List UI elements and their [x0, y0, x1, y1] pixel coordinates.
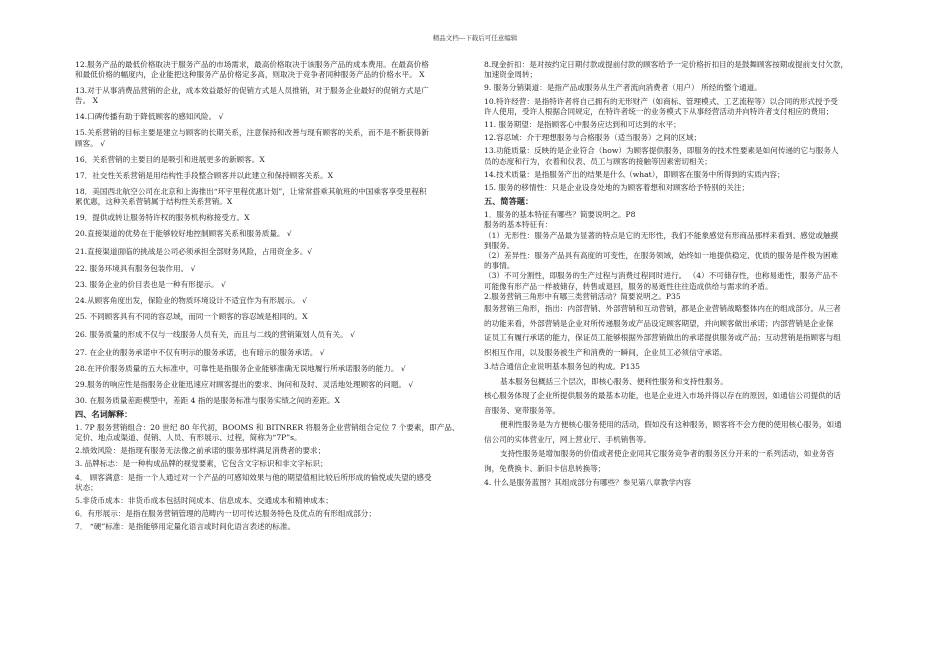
definitions-list: [75, 423, 471, 533]
item-line: 25. 不同顾客具有不同的容忍域，而同一个顾客的容忍域是相同的。X: [75, 312, 308, 322]
item-line: 24.从顾客角度出发，保险业的物质环境设计不适宜作为有形展示。 √: [75, 296, 307, 306]
item-line: 30. 在服务质量差距模型中，差距 4 指的是服务标准与服务实绩之间的差距。X: [75, 395, 340, 405]
answer-line: 1．服务的基本特征有哪些？简要说明之。P8: [484, 210, 636, 220]
answer-line: 可能像有形产品一样被储存，转售或退回，服务的易逝性往往造成供给与需求的矛盾。: [484, 281, 773, 291]
item-line: 12.服务产品的最低价格取决于服务产品的市场需求，最高价格取决于该服务产品的成本费用。在最高价格: [75, 60, 429, 69]
item-line: 23. 服务企业的价目表也是一种有形提示。 √: [75, 280, 226, 290]
item-line: 16．关系营销的主要目的是吸引和进展更多的新顾客。X: [75, 154, 265, 164]
answer-line: 2.服务营销三角形中有哪三类营销活动？简要说明之。P35: [484, 291, 681, 301]
answer-line: 的事情。: [484, 261, 515, 271]
service-package-answer: [484, 375, 885, 491]
definition-line: 1. 7P 服务营销组合：20 世纪 80 年代初，BOOMS 和 BITNRER 将服务企业营销组合定位 7 个要素，即产品、: [75, 422, 460, 432]
item-line: 14.口碑传播有助于降低顾客的感知风险。 √: [75, 112, 224, 122]
definition-line: 9. 服务分销渠道：是指产品或服务从生产者流向消费者（用户） 所经的整个通道。: [484, 83, 762, 93]
answer-line: 服务的基本特征有：: [484, 220, 553, 230]
answer-line: 基本服务包概括三个层次，即核心服务、便利性服务和支持性服务。: [500, 376, 728, 386]
answer-line: 便利性服务是为方便核心服务使用的活动，假如没有这种服务，顾客将不会方便的使用核心服务，如通: [500, 420, 842, 430]
item-line: 21.直接渠道面临的挑战是公司必须承担全部财务风险，占用资金多。√: [75, 246, 313, 256]
definition-line: 加速资金周转；: [484, 70, 538, 80]
item-line: 顾客。 √: [75, 138, 106, 148]
definition-line: 6．有形展示：是指在服务营销管理的范畴内一切可传达服务特色及优点的有形组成部分；: [75, 509, 376, 519]
section-heading-definitions: 四、名词解释：: [75, 408, 133, 419]
definition-line: 7． “硬”标准：是指能够用定量化语言或时间化语言表述的标准。: [75, 522, 296, 532]
answer-line: 织相互作用，以及服务被生产和消费的一瞬间，企业员工必须信守承诺。: [484, 347, 727, 357]
answer-line: 音服务、宽带服务等。: [484, 405, 560, 415]
item-line: 26. 服务质量的形成不仅与一线服务人员有关，而且与二线的营销策划人员有关。 √: [75, 329, 355, 339]
definition-line: 14.技术质量：是指服务产出的结果是什么（what），即顾客在服务中所得到的实质内容；: [484, 169, 785, 179]
definition-line: 许人使用，受许人根据合同规定，在特许者统一的业务模式下从事经营活动并向特许者支付相应的费用；: [484, 106, 834, 116]
definition-line: 4． 顾客满意：是指一个人通过对一个产品的可感知效果与他的期望值相比较后所形成的愉悦或失望的感受: [75, 472, 432, 482]
answer-line: 到服务。: [484, 240, 515, 250]
definition-line: 员的态度和行为，衣着和仪表、员工与顾客的接触等因素密切相关；: [484, 156, 712, 166]
marketing-triangle-answer: [484, 302, 885, 360]
definitions-continued: [484, 60, 885, 193]
item-line: 累优惠，这种关系营销属于结构性关系营销。X: [75, 196, 233, 206]
definition-line: 状态；: [75, 482, 98, 492]
item-line: 29.服务的响应性是指服务企业能迅速应对顾客提出的要求、询问和及时、灵活地处理顾客的问题。 √: [75, 379, 414, 389]
definition-line: 2.绩效风险：是指现有服务无法像之前承诺的服务那样满足消费者的要求；: [75, 446, 326, 456]
section-heading-short-answer: 五、简答题：: [484, 196, 534, 207]
answer-line: 4. 什么是服务蓝图？其组成部分有哪些？参见第八章教学内容: [484, 478, 692, 488]
item-line: 告。 X: [75, 96, 99, 106]
answer-line: （3）不可分割性，即服务的生产过程与消费过程同时进行。 （4）不可储存性，也称易逝性，服务产品不: [484, 271, 838, 281]
page-header: 精品文档---下载后可任意编辑: [432, 34, 518, 42]
definition-line: 11. 服务期望：是指顾客心中服务应达到和可达到的水平；: [484, 120, 681, 130]
definition-line: 15. 服务的移情性：只是企业设身处地的为顾客着想和对顾客给予特别的关注；: [484, 183, 750, 193]
definition-line: 5.非货币成本：非货币成本包括时间成本、信息成本、交通成本和精神成本；: [75, 496, 333, 506]
answer-line: 的功能来看，外部营销是企业对所传递服务或产品设定顾客期望，并向顾客做出承诺；内部营销是企业保: [484, 318, 834, 328]
item-line: 和最低价格的幅度内，企业能把这种服务产品价格定多高，则取决于竞争者同种服务产品的价格水平。 X: [75, 70, 425, 80]
definition-line: 13.功能质量：反映的是企业符合（how）为顾客提供服务，即服务的技术性要素是如何传递的它与服务人: [484, 146, 839, 156]
item-line: 20.直接渠道的优势在于能够较好地控制顾客关系和服务质量。 √: [75, 228, 292, 238]
definition-line: 定价、地点或渠道、促销、人员、有形展示、过程，简称为“7P”s。: [75, 433, 302, 443]
item-line: 15.关系营销的目标主要是建立与顾客的长期关系，注意保持和改善与现有顾客的关系，而不是不断获得新: [75, 128, 429, 138]
question-3: 3.结合通信企业说明基本服务包的构成。P135: [484, 362, 640, 372]
right-column: [484, 60, 885, 491]
item-line: 18．美国西北航空公司在北京和上海推出“环宇里程优惠计划”，让常常搭乘其航班的中国乘客享受里程积: [75, 186, 427, 196]
short-answers: [484, 210, 885, 302]
left-column: [75, 60, 471, 533]
item-line: 17．社交性关系营销是用结构性手段整合顾客并以此建立和保持顾客关系。X: [75, 170, 334, 180]
item-line: 22. 服务环境具有服务包装作用。 √: [75, 264, 196, 274]
true-false-answers: [75, 60, 471, 406]
answer-line: 证员工有履行承诺的能力，保证员工能够根据外部营销做出的承诺提供服务或产品；互动营销是指顾客与组: [484, 333, 841, 343]
answer-line: 服务营销三角形，指出：内部营销、外部营销和互动营销，都是企业营销战略整体内在的组成部分。从三者: [484, 304, 841, 314]
definition-line: 10.特许经营：是指特许者将自己拥有的无形财产（如商标、管理模式、工艺流程等）以合同的形式授予受: [484, 96, 838, 106]
answer-line: （1）无形性：服务产品最为显著的特点是它的无形性，我们不能象感觉有形商品那样来看到、感觉或触摸: [484, 230, 839, 240]
definition-line: 3. 品牌标志：是一种构成品牌的视觉要素，它包含文字标识和非文字标识；: [75, 459, 328, 469]
answer-line: 支持性服务是增加服务的价值或者使企业同其它服务竞争者的服务区分开来的一系列活动，如业务咨: [500, 449, 835, 459]
definition-line: 12.容忍域：介于理想服务与合格服务（适当服务）之间的区域；: [484, 133, 702, 143]
item-line: 27. 在企业的服务承诺中不仅有明示的服务承诺，也有暗示的服务承诺。 √: [75, 347, 325, 357]
answer-line: 信公司的实体营业厅，网上营业厅、手机销售等。: [484, 434, 652, 444]
answer-line: 询，免费换卡、新旧卡信息转换等；: [484, 463, 606, 473]
item-line: 19．提供或转让服务特许权的服务机构称接受方。X: [75, 212, 250, 222]
answer-line: （2）差异性：服务产品具有高度的可变性，在服务领域，始终如一地提供稳定、优质的服务是件极为困难: [484, 251, 839, 261]
definition-line: 8.现金折扣：是对按约定日期付款或提前付款的顾客给予一定价格折扣目的是鼓舞顾客按期或提前支付欠款，: [484, 60, 849, 69]
item-line: 13.对于从事消费品营销的企业，成本效益最好的促销方式是人员推销，对于服务企业最好的促销方式是广: [75, 86, 429, 96]
answer-line: 核心服务体现了企业所提供服务的最基本功能，也是企业进入市场并得以存在的原因，如通信公司提供的话: [484, 391, 841, 401]
item-line: 28.在评价服务质量的五大标准中，可靠性是指服务企业能够准确无误地履行所承诺服务的能力。 √: [75, 363, 406, 373]
